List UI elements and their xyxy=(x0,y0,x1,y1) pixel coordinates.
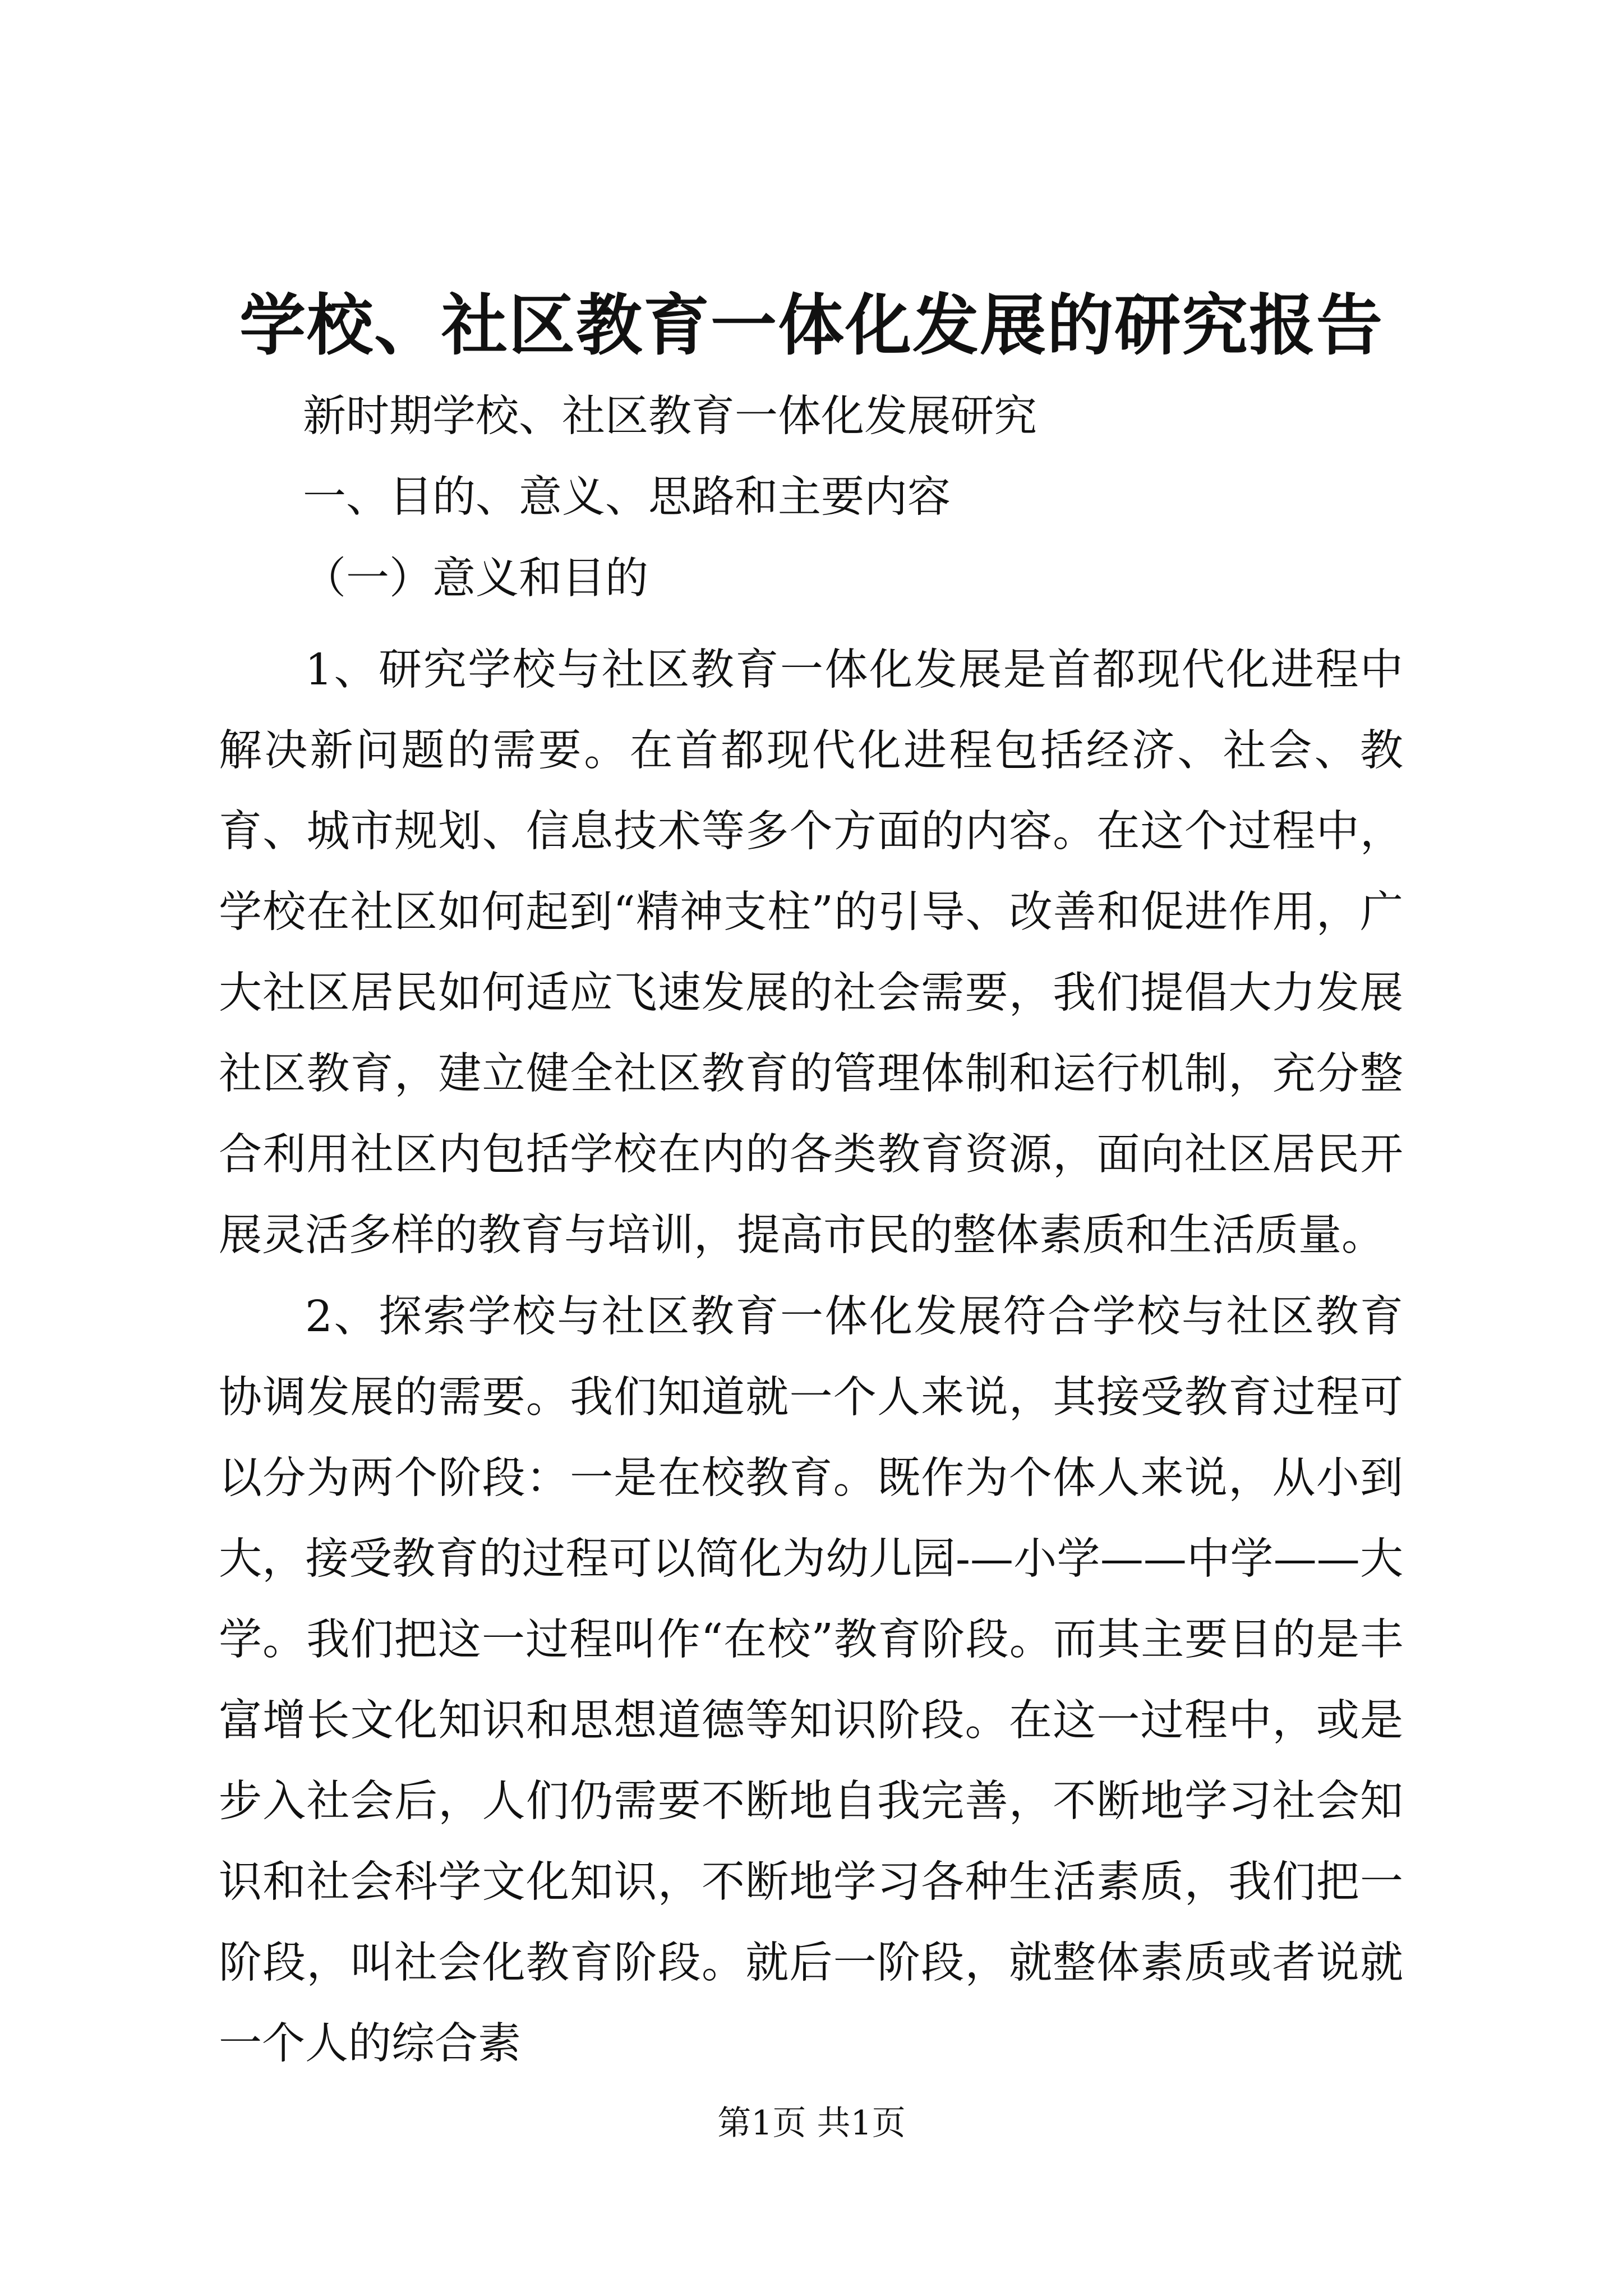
section-heading: 一、目的、意义、思路和主要内容 xyxy=(303,472,951,522)
document-subtitle: 新时期学校、社区教育一体化发展研究 xyxy=(303,392,1037,441)
page-footer: 第1页 共1页 xyxy=(717,2104,906,2143)
document-title: 学校、社区教育一体化发展的研究报告 xyxy=(239,286,1384,364)
body-paragraph-1: 1、研究学校与社区教育一体化发展是首都现代化进程中解决新问题的需要。在首都现代化进程包括经济、社会、教育、城市规划、信息技术等多个方面的内容。在这个过程中，学校在社区如何起到“精神支柱”的引导、改善和促进作用，广大社区居民如何适应飞速发展的社会需要，我们提倡大力发展社区教育，建立健全社区教育的管理体制和运行机制，充分整合利用社区内包括学校在内的各类教育资源，面向社区居民开展灵活多样的教育与培训，提高市民的整体素质和生活质量。 xyxy=(219,645,1403,1260)
body-paragraph-2: 2、探索学校与社区教育一体化发展符合学校与社区教育协调发展的需要。我们知道就一个人来说，其接受教育过程可以分为两个阶段：一是在校教育。既作为个体人来说，从小到大，接受教育的过程可以简化为幼儿园-—小学——中学——大学。我们把这一过程叫作“在校”教育阶段。而其主要目的是丰富增长文化知识和思想道德等知识阶段。在这一过程中，或是步入社会后，人们仍需要不断地自我完善，不断地学习社会知识和社会科学文化知识，不断地学习各种生活素质，我们把一阶段，叫社会化教育阶段。就后一阶段，就整体素质或者说就一个人的综合素 xyxy=(219,1292,1403,2069)
subsection-heading: （一）意义和目的 xyxy=(303,554,648,604)
